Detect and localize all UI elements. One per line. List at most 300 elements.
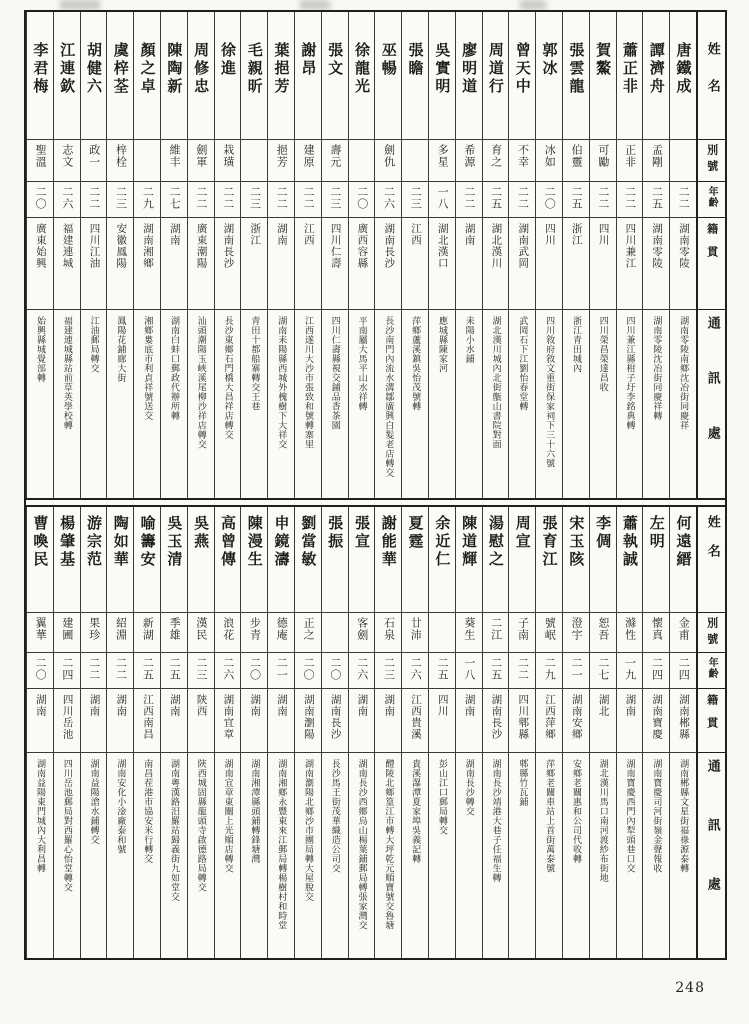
entry-native-place: 湖南 [276, 694, 289, 717]
entry-age-cell [402, 182, 428, 218]
entry-name-cell [107, 12, 133, 140]
entry-native-place-cell [161, 218, 187, 310]
entry-age-cell [134, 182, 160, 218]
entry-address-cell [161, 310, 187, 498]
entry-byname-cell [349, 140, 375, 182]
entry-native-place: 湖北漢川 [490, 223, 503, 269]
entry-native-place-cell [590, 689, 616, 753]
entry-age-cell [27, 653, 53, 689]
entry-address-cell [590, 310, 616, 498]
entry-name: 陳漫生 [245, 515, 264, 569]
entry-address: 鳳陽花鋪廊大街 [115, 316, 126, 383]
entry-age-cell [81, 182, 107, 218]
entry-name: 楊肇基 [58, 515, 77, 569]
header-name-label: 姓名 [704, 515, 720, 573]
directory-entry [133, 12, 160, 498]
entry-byname-cell [402, 613, 428, 653]
entry-native-place: 湖南 [383, 694, 396, 717]
entry-native-place: 陝西 [195, 694, 208, 717]
entry-age: 二六 [409, 657, 423, 681]
entry-address-cell [54, 310, 80, 498]
entry-native-place: 四川郫縣 [517, 694, 530, 740]
entry-name-cell [483, 507, 509, 613]
directory-entry [535, 12, 562, 498]
entry-age: 二〇 [328, 657, 342, 681]
entry-name-cell [483, 12, 509, 140]
entry-age: 二二 [623, 186, 637, 210]
entry-native-place: 廣東潮陽 [195, 223, 208, 269]
entry-byname-cell [483, 140, 509, 182]
entry-address: 安鄉老關惠和公司代收轉 [570, 759, 581, 864]
entry-name-cell [456, 507, 482, 613]
entry-age: 二六 [355, 657, 369, 681]
entry-byname: 志文 [60, 144, 74, 168]
entry-address-cell [563, 310, 589, 498]
entry-address: 福建連城縣站前草英學校轉 [61, 316, 72, 430]
header-address-label: 通訊處 [704, 759, 720, 936]
directory-entry [106, 507, 133, 958]
directory-entry [455, 507, 482, 958]
entry-age-cell [509, 653, 535, 689]
entry-native-place-cell [81, 689, 107, 753]
entry-native-place-cell [643, 218, 669, 310]
entry-native-place-cell [483, 689, 509, 753]
entry-byname-cell [188, 140, 214, 182]
entry-native-place: 湖南湘鄉 [142, 223, 155, 269]
entry-name: 李君梅 [31, 42, 50, 96]
entry-byname-cell [617, 140, 643, 182]
entry-address-cell [643, 310, 669, 498]
directory-entry [240, 507, 267, 958]
entry-native-place-cell [27, 689, 53, 753]
entry-age-cell [215, 653, 241, 689]
entry-byname: 建圃 [60, 617, 74, 641]
entry-name-cell [188, 12, 214, 140]
entry-age-cell [670, 653, 696, 689]
entry-address: 耒陽小水鋪 [463, 316, 474, 364]
entry-age-cell [643, 182, 669, 218]
entry-native-place-cell [268, 218, 294, 310]
entry-native-place-cell [188, 218, 214, 310]
entry-age: 二二 [302, 186, 316, 210]
entry-byname-cell [322, 613, 348, 653]
directory-entry [642, 507, 669, 958]
entry-byname-cell [349, 613, 375, 653]
entry-native-place-cell [402, 689, 428, 753]
directory-entry [374, 12, 401, 498]
entry-byname-cell [134, 613, 160, 653]
entry-native-place-cell [54, 689, 80, 753]
entry-native-place-cell [509, 689, 535, 753]
entry-age-cell [483, 182, 509, 218]
entry-byname: 漢民 [194, 617, 208, 641]
header-place [698, 218, 725, 310]
directory-entry [214, 12, 241, 498]
entry-name: 張雲龍 [567, 42, 586, 96]
entry-age-cell [375, 653, 401, 689]
directory-entry [482, 507, 509, 958]
entry-native-place: 浙江 [570, 223, 583, 246]
entry-address-cell [402, 753, 428, 958]
scan-smudge [300, 0, 330, 10]
entry-byname-cell [54, 140, 80, 182]
entry-native-place-cell [670, 689, 696, 753]
entry-native-place: 四川仁壽 [329, 223, 342, 269]
entry-age: 二二 [87, 186, 101, 210]
entry-byname-cell [456, 613, 482, 653]
entry-age: 二二 [114, 657, 128, 681]
entry-native-place: 江西 [302, 223, 315, 246]
entry-name-cell [134, 12, 160, 140]
entry-native-place-cell [590, 218, 616, 310]
entry-byname: 滌性 [623, 617, 637, 641]
entry-name-cell [27, 507, 53, 613]
directory-entry [267, 507, 294, 958]
entry-byname: 維丰 [168, 144, 182, 168]
entry-address: 平南屬大馬平山水祥轉 [356, 316, 367, 411]
entry-name: 申鏡濤 [272, 515, 291, 569]
entry-native-place-cell [134, 218, 160, 310]
entry-name: 李倜 [594, 515, 613, 551]
entry-address-cell [456, 310, 482, 498]
entry-name: 夏霆 [406, 515, 425, 551]
entry-age: 二九 [141, 186, 155, 210]
entry-name: 謝昂 [299, 42, 318, 78]
table-header-column [696, 507, 725, 958]
entry-byname: 聖溫 [34, 144, 48, 168]
entry-age: 二〇 [302, 657, 316, 681]
entry-age-cell [161, 182, 187, 218]
entry-address-cell [295, 310, 321, 498]
entry-age-cell [241, 653, 267, 689]
entry-byname-cell [643, 613, 669, 653]
entry-native-place-cell [617, 689, 643, 753]
entry-address: 汕頭潮陽玉峽溪尾柳沙祥店轉交 [195, 316, 206, 449]
entry-byname: 希源 [462, 144, 476, 168]
entry-age-cell [54, 182, 80, 218]
directory-entry [321, 12, 348, 498]
entry-byname-cell [161, 140, 187, 182]
entry-name-cell [268, 12, 294, 140]
entry-address: 湖南湘鄉永豐東來江郵局轉楊樹村和時堂 [276, 759, 287, 930]
directory-entry [267, 12, 294, 498]
entry-address: 湖南長沙轉交 [463, 759, 474, 816]
entry-address: 湖北漢川馬口南河渡紗布街地 [597, 759, 608, 883]
entry-byname: 子南 [516, 617, 530, 641]
entry-name: 江連欽 [58, 42, 77, 96]
entry-native-place-cell [349, 689, 375, 753]
entry-native-place-cell [536, 218, 562, 310]
entry-age: 二三 [194, 657, 208, 681]
entry-address: 湖南郴縣文星街福祿源泰轉 [678, 759, 689, 873]
entry-byname: 孟剛 [650, 144, 664, 168]
entry-native-place-cell [107, 689, 133, 753]
entry-native-place: 安徽鳳陽 [115, 223, 128, 269]
entry-native-place-cell [456, 689, 482, 753]
directory-entry [401, 12, 428, 498]
directory-entry [428, 507, 455, 958]
entry-age: 二三 [409, 186, 423, 210]
entry-age-cell [322, 653, 348, 689]
directory-entry [80, 12, 107, 498]
entry-name-cell [670, 12, 696, 140]
entry-name-cell [509, 12, 535, 140]
entry-address-cell [268, 753, 294, 958]
entry-byname-cell [322, 140, 348, 182]
entry-name: 周宣 [513, 515, 532, 551]
entry-address: 湖南湘潭縣頭鋪轉鋒塘灣 [249, 759, 260, 864]
entry-name-cell [295, 507, 321, 613]
entry-address-cell [670, 310, 696, 498]
entry-byname-cell [295, 140, 321, 182]
entry-address-cell [107, 310, 133, 498]
entry-name-cell [322, 507, 348, 613]
entry-name-cell [268, 507, 294, 613]
entry-address-cell [322, 310, 348, 498]
entry-name: 湯慰之 [486, 515, 505, 569]
entry-name-cell [134, 507, 160, 613]
entry-native-place: 廣東始興 [34, 223, 47, 269]
entry-age-cell [536, 653, 562, 689]
entry-byname-cell [375, 613, 401, 653]
entry-age: 二二 [462, 186, 476, 210]
header-byname-label: 別號 [705, 144, 719, 176]
entry-name: 喻籌安 [138, 515, 157, 569]
header-name-label: 姓名 [704, 42, 720, 116]
entry-native-place: 四川岳池 [61, 694, 74, 740]
entry-native-place-cell [134, 689, 160, 753]
entry-name: 曾天中 [513, 42, 532, 96]
entry-native-place: 湖南郴縣 [677, 694, 690, 740]
entry-address-cell [563, 753, 589, 958]
entry-name: 張瞻 [406, 42, 425, 78]
entry-byname-cell [670, 613, 696, 653]
entry-native-place: 四川 [597, 223, 610, 246]
entry-age: 二一 [275, 657, 289, 681]
header-age [698, 182, 725, 218]
entry-name-cell [429, 12, 455, 140]
entry-native-place: 湖南 [168, 694, 181, 717]
entry-byname: 步青 [248, 617, 262, 641]
entry-native-place: 湖北漢口 [436, 223, 449, 269]
entry-native-place: 江西萍鄉 [543, 694, 556, 740]
entry-native-place: 湖南 [34, 694, 47, 717]
entry-name: 張文 [326, 42, 345, 78]
entry-address-cell [188, 753, 214, 958]
entry-age-cell [81, 653, 107, 689]
directory-entry [589, 507, 616, 958]
entry-address: 湖南瀏陽北鄉沙市團局轉大屋脫交 [302, 759, 313, 902]
entry-age-cell [349, 182, 375, 218]
entry-native-place: 湖南零陵 [677, 223, 690, 269]
directory-entry [106, 12, 133, 498]
entry-name-cell [643, 12, 669, 140]
entry-age-cell [295, 653, 321, 689]
entry-native-place-cell [268, 689, 294, 753]
entry-native-place-cell [161, 689, 187, 753]
directory-entry [80, 507, 107, 958]
entry-address-cell [456, 753, 482, 958]
entry-age-cell [322, 182, 348, 218]
entry-byname-cell [188, 613, 214, 653]
entry-age: 二四 [650, 657, 664, 681]
entry-byname: 挹芳 [275, 144, 289, 168]
entry-name-cell [215, 12, 241, 140]
entry-byname-cell [617, 613, 643, 653]
entry-native-place: 湖南 [249, 694, 262, 717]
entry-age: 二五 [436, 657, 450, 681]
entry-age-cell [268, 653, 294, 689]
entry-age-cell [670, 182, 696, 218]
entry-age: 二二 [516, 657, 530, 681]
entry-byname-cell [643, 140, 669, 182]
entry-name: 吳玉清 [165, 515, 184, 569]
page-number: 248 [675, 980, 705, 996]
entry-name-cell [322, 12, 348, 140]
entry-age: 二六 [221, 657, 235, 681]
entry-address-cell [54, 753, 80, 958]
entry-age: 二五 [570, 186, 584, 210]
entry-address: 長沙南門內流水溝鄒廣興白髮老店轉交 [383, 316, 394, 478]
entry-byname: 壽元 [328, 144, 342, 168]
entry-age-cell [107, 653, 133, 689]
entry-age-cell [563, 653, 589, 689]
entry-name-cell [54, 12, 80, 140]
entry-native-place-cell [349, 218, 375, 310]
directory-entry [508, 507, 535, 958]
entry-address: 長沙馬王街茂華織造公司交 [329, 759, 340, 873]
entry-byname-cell [375, 140, 401, 182]
entry-native-place-cell [107, 218, 133, 310]
entry-age: 二三 [382, 657, 396, 681]
entry-byname-cell [429, 140, 455, 182]
entry-native-place-cell [322, 218, 348, 310]
entry-age-cell [241, 182, 267, 218]
entry-byname: 伯靈 [570, 144, 584, 168]
entry-name-cell [670, 507, 696, 613]
entry-address-cell [161, 753, 187, 958]
entry-name: 左明 [647, 515, 666, 551]
directory-entry [669, 507, 696, 958]
entry-native-place: 四川 [436, 694, 449, 717]
entry-address-cell [295, 753, 321, 958]
band-divider [26, 498, 725, 507]
entry-name-cell [215, 507, 241, 613]
entry-address: 湖南白蚌口郵政代辦所轉 [169, 316, 179, 421]
entry-byname-cell [54, 613, 80, 653]
entry-age-cell [349, 653, 375, 689]
entry-byname: 果珍 [87, 617, 101, 641]
entry-byname-cell [483, 613, 509, 653]
entry-age: 二七 [168, 186, 182, 210]
entry-byname-cell [509, 140, 535, 182]
entry-native-place: 湖南長沙 [329, 694, 342, 740]
header-age-label: 年齡 [706, 186, 718, 208]
entry-byname-cell [563, 140, 589, 182]
entry-byname: 葵生 [462, 617, 476, 641]
directory-table [24, 10, 727, 960]
entry-address-cell [241, 310, 267, 498]
entry-name: 賀鰲 [594, 42, 613, 78]
entry-name: 蕭執誠 [620, 515, 639, 569]
header-address-label: 通訊處 [704, 316, 720, 481]
entry-native-place-cell [670, 218, 696, 310]
header-name [698, 12, 725, 140]
entry-native-place-cell [563, 218, 589, 310]
entry-name-cell [81, 507, 107, 613]
entry-native-place-cell [215, 218, 241, 310]
entry-name: 周修忠 [192, 42, 211, 96]
entry-native-place: 湖南安鄉 [570, 694, 583, 740]
entry-address-cell [483, 310, 509, 498]
entry-byname-cell [81, 613, 107, 653]
entry-native-place-cell [402, 218, 428, 310]
entry-age: 二〇 [543, 186, 557, 210]
entry-name-cell [509, 507, 535, 613]
entry-native-place: 廣西容縣 [356, 223, 369, 269]
entry-address: 四川仁壽縣視交鋪品香茶園 [329, 316, 340, 430]
entry-address: 四川敘府敘文重街保家祠下三十六號 [544, 316, 555, 468]
entry-byname-cell [456, 140, 482, 182]
entry-byname: 澄宇 [570, 617, 584, 641]
entry-byname-cell [268, 613, 294, 653]
entry-address-cell [536, 310, 562, 498]
entry-native-place: 湖南寶慶 [651, 694, 664, 740]
entry-name-cell [402, 12, 428, 140]
entry-byname: 不幸 [516, 144, 530, 168]
entry-name: 郭冰 [540, 42, 559, 78]
entry-age-cell [27, 182, 53, 218]
entry-address: 陝西城固縣龍頭寺啟德路局轉交 [195, 759, 206, 892]
entry-name: 毛親昕 [245, 42, 264, 96]
entry-age: 二一 [570, 657, 584, 681]
entry-name-cell [456, 12, 482, 140]
entry-native-place-cell [483, 218, 509, 310]
entry-age-cell [295, 182, 321, 218]
entry-name: 陳道輝 [460, 515, 479, 569]
entry-name: 張育江 [540, 515, 559, 569]
entry-name-cell [27, 12, 53, 140]
entry-address: 湖南零陵沈冶街同慶祥轉 [651, 316, 662, 421]
entry-native-place: 湖南 [115, 694, 128, 717]
entry-address: 四川榮昌榮達昌收 [597, 316, 608, 392]
entry-address: 萍鄉老關車站上首街萬泰號 [544, 759, 555, 873]
entry-name: 游宗范 [84, 515, 103, 569]
entry-name-cell [375, 507, 401, 613]
entry-byname: 多星 [436, 144, 450, 168]
entry-address-cell [268, 310, 294, 498]
entry-name-cell [54, 507, 80, 613]
entry-byname: 二江 [489, 617, 503, 641]
entry-native-place-cell [375, 218, 401, 310]
entry-address: 湖北漢川城內北街甑山書院對面 [490, 316, 501, 449]
entry-byname: 冰如 [543, 144, 557, 168]
entry-byname-cell [107, 140, 133, 182]
entry-name: 張振 [326, 515, 345, 551]
entry-native-place-cell [563, 689, 589, 753]
entry-native-place: 四川江油 [88, 223, 101, 269]
directory-entry [374, 507, 401, 958]
entry-age-cell [456, 653, 482, 689]
entry-native-place: 湖南長沙 [490, 694, 503, 740]
entry-byname: 客劍 [355, 617, 369, 641]
entry-byname: 新湖 [141, 617, 155, 641]
entry-byname: 可勵 [596, 144, 610, 168]
entry-name-cell [188, 507, 214, 613]
entry-age: 二二 [677, 186, 691, 210]
directory-entry [53, 12, 80, 498]
entry-age: 二五 [141, 657, 155, 681]
